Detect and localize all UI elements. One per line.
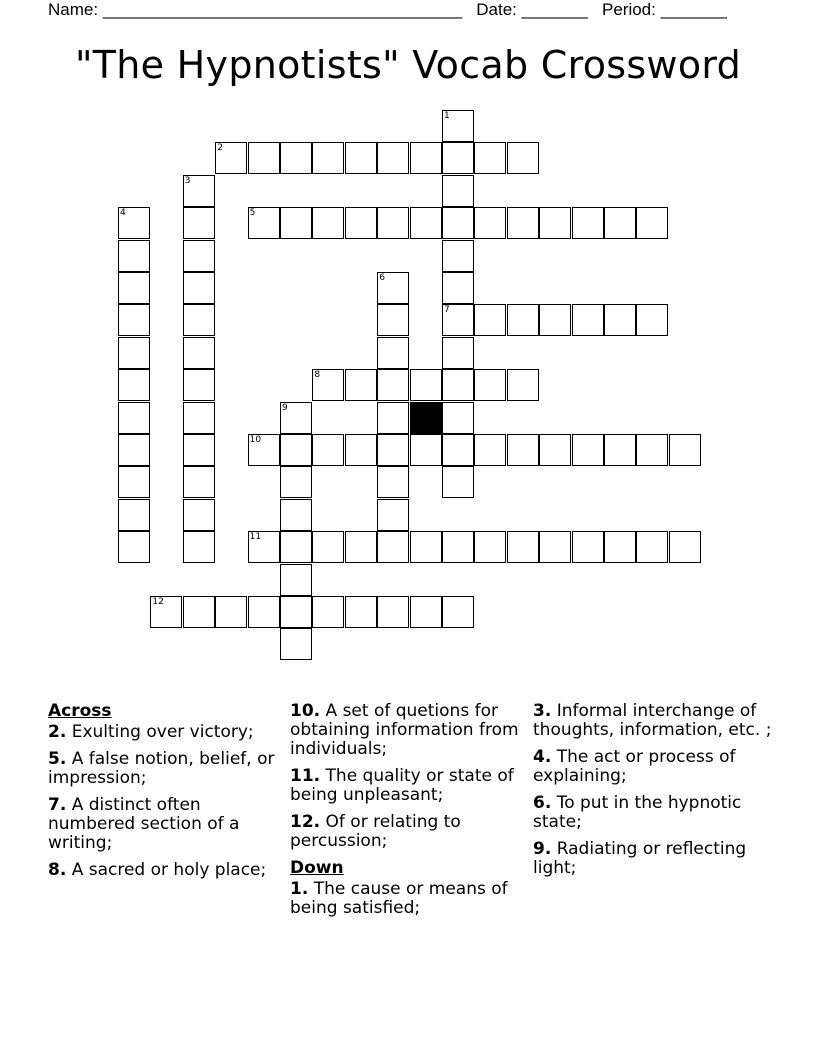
grid-cell[interactable] (118, 466, 150, 498)
grid-cell[interactable] (345, 434, 377, 466)
grid-cell[interactable] (118, 240, 150, 272)
grid-cell[interactable] (118, 402, 150, 434)
grid-cell[interactable] (280, 564, 312, 596)
grid-cell[interactable] (377, 337, 409, 369)
grid-cell[interactable] (377, 402, 409, 434)
grid-cell[interactable] (442, 207, 474, 239)
grid-cell[interactable] (248, 434, 280, 466)
grid-cell[interactable] (604, 531, 636, 563)
clues-column-1 (48, 702, 288, 888)
grid-cell[interactable] (442, 304, 474, 336)
down-heading: Down (290, 858, 344, 878)
grid-cell[interactable] (183, 175, 215, 207)
grid-cell[interactable] (183, 402, 215, 434)
clues-column-2 (290, 702, 530, 926)
grid-cell[interactable] (280, 466, 312, 498)
grid-cell[interactable] (150, 596, 182, 628)
grid-cell[interactable] (474, 434, 506, 466)
clue-number: 2 (217, 143, 223, 154)
grid-cell[interactable] (183, 499, 215, 531)
grid-cell[interactable] (312, 369, 344, 401)
grid-cell[interactable] (507, 531, 539, 563)
grid-cell[interactable] (377, 531, 409, 563)
date-blank[interactable]: _______ (521, 0, 588, 19)
grid-cell[interactable] (636, 434, 668, 466)
clue-across-12: 12. Of or relating to percussion; (290, 812, 461, 851)
grid-cell[interactable] (377, 142, 409, 174)
grid-cell[interactable] (539, 531, 571, 563)
clue-across-8: 8. A sacred or holy place; (48, 860, 267, 880)
grid-cell[interactable] (377, 207, 409, 239)
grid-cell[interactable] (669, 531, 701, 563)
grid-cell[interactable] (539, 434, 571, 466)
grid-cell[interactable] (636, 207, 668, 239)
grid-cell[interactable] (312, 142, 344, 174)
grid-cell[interactable] (248, 596, 280, 628)
grid-cell[interactable] (118, 531, 150, 563)
grid-cell[interactable] (604, 304, 636, 336)
grid-cell[interactable] (410, 369, 442, 401)
grid-cell[interactable] (312, 207, 344, 239)
clue-number: 11 (249, 532, 262, 543)
worksheet-header (48, 0, 727, 20)
grid-cell[interactable] (474, 531, 506, 563)
grid-cell[interactable] (572, 207, 604, 239)
grid-cell[interactable] (345, 596, 377, 628)
grid-cell[interactable] (442, 142, 474, 174)
clue-number: 1 (444, 111, 450, 121)
clue-down-4: 4. The act or process of explaining; (533, 747, 736, 786)
grid-cell[interactable] (280, 596, 312, 628)
grid-cell[interactable] (604, 434, 636, 466)
grid-cell[interactable] (410, 434, 442, 466)
grid-cell[interactable] (507, 369, 539, 401)
grid-cell[interactable] (312, 434, 344, 466)
grid-cell[interactable] (442, 531, 474, 563)
clue-number: 5 (249, 208, 256, 219)
grid-cell[interactable] (280, 142, 312, 174)
grid-cell[interactable] (539, 304, 571, 336)
clue-down-9: 9. Radiating or reflecting light; (533, 839, 747, 878)
grid-cell[interactable] (377, 466, 409, 498)
clue-number: 12 (152, 597, 164, 607)
grid-cell[interactable] (215, 142, 247, 174)
grid-cell[interactable] (410, 142, 442, 174)
grid-cell[interactable] (183, 304, 215, 336)
grid-cell[interactable] (183, 337, 215, 369)
grid-cell[interactable] (377, 596, 409, 628)
grid-cell[interactable] (215, 596, 247, 628)
grid-cell[interactable] (474, 142, 506, 174)
grid-cell[interactable] (474, 304, 506, 336)
grid-cell[interactable] (118, 272, 150, 304)
clue-down-3: 3. Informal interchange of thoughts, information, etc. ; (533, 701, 772, 740)
grid-cell[interactable] (442, 240, 474, 272)
grid-cell[interactable] (507, 434, 539, 466)
black-square (410, 402, 442, 434)
clue-number: 9 (282, 402, 288, 413)
grid-cell[interactable] (280, 628, 312, 660)
grid-cell[interactable] (410, 596, 442, 628)
clue-number: 7 (444, 305, 450, 316)
grid-cell[interactable] (474, 369, 506, 401)
grid-cell[interactable] (248, 531, 280, 563)
grid-cell[interactable] (118, 434, 150, 466)
clue-across-2: 2. Exulting over victory; (48, 722, 254, 742)
grid-cell[interactable] (539, 207, 571, 239)
grid-cell[interactable] (280, 499, 312, 531)
grid-cell[interactable] (280, 402, 312, 434)
clue-across-7: 7. A distinct often numbered section of a writing; (48, 795, 240, 853)
grid-cell[interactable] (118, 304, 150, 336)
period-blank[interactable]: _______ (660, 0, 727, 19)
grid-cell[interactable] (248, 142, 280, 174)
date-label: Date: (476, 0, 517, 19)
grid-cell[interactable] (442, 596, 474, 628)
grid-cell[interactable] (345, 531, 377, 563)
grid-cell[interactable] (442, 175, 474, 207)
grid-cell[interactable] (377, 272, 409, 304)
clue-across-5: 5. A false notion, belief, or impression; (48, 749, 275, 788)
clue-number: 8 (314, 370, 321, 381)
grid-cell[interactable] (442, 369, 474, 401)
grid-cell[interactable] (345, 207, 377, 239)
grid-cell[interactable] (442, 272, 474, 304)
grid-cell[interactable] (248, 207, 280, 239)
grid-cell[interactable] (183, 207, 215, 239)
grid-cell[interactable] (312, 596, 344, 628)
grid-cell[interactable] (118, 337, 150, 369)
grid-cell[interactable] (442, 434, 474, 466)
grid-cell[interactable] (442, 110, 474, 142)
grid-cell[interactable] (183, 596, 215, 628)
grid-cell[interactable] (636, 304, 668, 336)
grid-cell[interactable] (377, 434, 409, 466)
grid-cell[interactable] (345, 369, 377, 401)
clue-number: 10 (249, 435, 262, 445)
grid-cell[interactable] (604, 207, 636, 239)
grid-cell[interactable] (572, 434, 604, 466)
grid-cell[interactable] (507, 142, 539, 174)
grid-cell[interactable] (118, 499, 150, 531)
grid-cell[interactable] (377, 304, 409, 336)
name-label: Name: (48, 0, 99, 19)
grid-cell[interactable] (442, 337, 474, 369)
clue-number: 4 (120, 208, 126, 219)
grid-cell[interactable] (507, 304, 539, 336)
grid-cell[interactable] (345, 142, 377, 174)
grid-cell[interactable] (280, 531, 312, 563)
name-blank[interactable]: ______________________________________ (102, 0, 463, 19)
grid-cell[interactable] (280, 207, 312, 239)
period-label: Period: (602, 0, 656, 19)
grid-cell[interactable] (118, 369, 150, 401)
grid-cell[interactable] (442, 466, 474, 498)
across-heading: Across (48, 701, 112, 721)
grid-cell[interactable] (507, 207, 539, 239)
grid-cell[interactable] (442, 402, 474, 434)
grid-cell[interactable] (636, 531, 668, 563)
grid-cell[interactable] (410, 207, 442, 239)
clues-column-3 (533, 702, 773, 886)
grid-cell[interactable] (377, 499, 409, 531)
clue-number: 6 (379, 273, 385, 283)
grid-cell[interactable] (474, 207, 506, 239)
clue-across-10: 10. A set of quetions for obtaining information from individuals; (290, 701, 519, 759)
clue-down-6: 6. To put in the hypnotic state; (533, 793, 742, 832)
grid-cell[interactable] (312, 531, 344, 563)
grid-cell[interactable] (183, 434, 215, 466)
page-title: "The Hypnotists" Vocab Crossword (74, 43, 742, 87)
grid-cell[interactable] (118, 207, 150, 239)
grid-cell[interactable] (280, 434, 312, 466)
grid-cell[interactable] (669, 434, 701, 466)
clue-down-1: 1. The cause or means of being satisfied; (290, 879, 508, 918)
grid-cell[interactable] (183, 272, 215, 304)
grid-cell[interactable] (377, 369, 409, 401)
grid-cell[interactable] (183, 531, 215, 563)
grid-cell[interactable] (410, 531, 442, 563)
grid-cell[interactable] (572, 304, 604, 336)
clue-across-11: 11. The quality or state of being unpleasant; (290, 766, 514, 805)
clue-number: 3 (184, 175, 191, 186)
grid-cell[interactable] (183, 240, 215, 272)
grid-cell[interactable] (572, 531, 604, 563)
grid-cell[interactable] (183, 369, 215, 401)
grid-cell[interactable] (183, 466, 215, 498)
